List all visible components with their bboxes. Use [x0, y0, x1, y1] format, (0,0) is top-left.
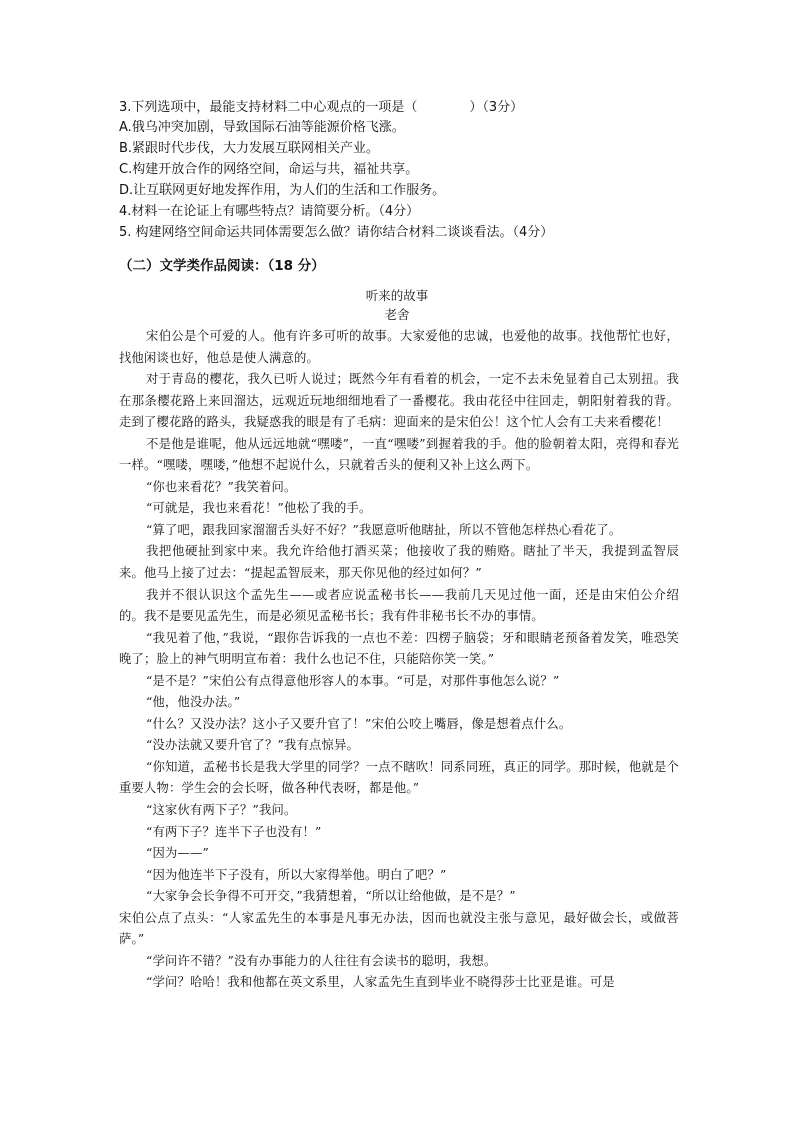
story-paragraph: “我见着了他，”我说，“跟你告诉我的一点也不差：四楞子脑袋；牙和眼睛老预备着发笑，唯恐笑晚了；脸上的神气明明宣布着：我什么也记不住，只能陪你笑一笑。”: [119, 630, 679, 667]
question-4: 4.材料一在论证上有哪些特点？请简要分析。（4分）: [119, 204, 420, 219]
story-paragraph: “你也来看花？”我笑着问。: [146, 479, 297, 494]
question-3-option-d: D.让互联网更好地发挥作用，为人们的生活和工作服务。: [119, 183, 446, 198]
story-title: 听来的故事: [365, 288, 429, 303]
question-5: 5. 构建网络空间命运共同体需要怎么做？请你结合材料二谈谈看法。（4分）: [119, 225, 554, 240]
story-paragraph: “他，他没办法。”: [146, 695, 241, 710]
story-paragraph: 不是他是谁呢，他从远远地就“嘿喽”，一直“嘿喽”到握着我的手。他的脸朝着太阳，亮得和春光一样。“嘿喽，嘿喽，”他想不起说什么，只就着舌头的便利又补上这么两下。: [119, 436, 679, 473]
story-paragraph: “这家伙有两下子？”我问。: [146, 803, 297, 818]
story-paragraph: “因为——”: [146, 846, 210, 861]
story-paragraph: “有两下子？连半下子也没有！”: [146, 824, 322, 839]
story-paragraph: 宋伯公点了点头：“人家孟先生的本事是凡事无办法，因而也就没主张与意见，最好做会长，或做菩萨。”: [119, 910, 679, 947]
story-body: [119, 326, 679, 994]
story-paragraph: 对于青岛的樱花，我久已听人说过；既然今年有看着的机会，一定不去未免显着自己太别扭。我在那条樱花路上来回溜达，远观近玩地细细地看了一番樱花。我由花径中往回走，朝阳射着我的背。走到了樱花路的路头，我疑惑我的眼是有了毛病：迎面来的是宋伯公！这个忙人会有工夫来看樱花！: [119, 372, 679, 430]
story-paragraph: “算了吧，跟我回家溜溜舌头好不好？”我愿意听他瞎扯，所以不管他怎样热心看花了。: [146, 522, 622, 537]
story-author: 老舍: [384, 307, 410, 322]
question-3-option-b: B.紧跟时代步伐，大力发展互联网相关产业。: [119, 141, 380, 156]
section-heading: （二）文学类作品阅读：（18 分）: [119, 258, 325, 274]
story-paragraph: “你知道，孟秘书长是我大学里的同学？一点不瞎吹！同系同班，真正的同学。那时候，他就是个重要人物：学生会的会长呀，做各种代表呀，都是他。”: [119, 759, 679, 796]
question-3-stem: 3.下列选项中，最能支持材料二中心观点的一项是（ ）（3分）: [119, 100, 524, 115]
story-paragraph: “因为他连半下子没有，所以大家得举他。明白了吧？”: [146, 867, 447, 882]
story-paragraph: “什么？又没办法？这小子又要升官了！”宋伯公咬上嘴唇，像是想着点什么。: [146, 716, 572, 731]
story-paragraph: “可就是，我也来看花！”他松了我的手。: [146, 501, 372, 516]
story-paragraph: “学问许不错？”没有办事能力的人往往有会读书的聪明，我想。: [146, 953, 497, 968]
story-paragraph: 我并不很认识这个孟先生——或者应说孟秘书长——我前几天见过他一面，还是由宋伯公介绍的。我不是要见孟先生，而是必须见孟秘书长；我有件非秘书长不办的事情。: [119, 587, 679, 624]
story-paragraph: “大家争会长争得不可开交，”我猜想着，“所以让给他做，是不是？”: [146, 889, 516, 904]
question-3-option-a: A.俄乌冲突加剧，导致国际石油等能源价格飞涨。: [119, 120, 405, 135]
question-3-option-c: C.构建开放合作的网络空间，命运与共，福祉共享。: [119, 162, 419, 177]
story-paragraph: 我把他硬扯到家中来。我允许给他打酒买菜；他接收了我的贿赂。瞎扯了半天，我提到孟智辰来。他马上接了过去：“提起孟智辰来，那天你见他的经过如何？”: [119, 544, 679, 581]
story-paragraph: “学问？哈哈！我和他都在英文系里，人家孟先生直到毕业不晓得莎士比亚是谁。可是: [146, 975, 615, 990]
story-paragraph: “没办法就又要升官了？”我有点惊异。: [146, 738, 359, 753]
story-paragraph: 宋伯公是个可爱的人。他有许多可听的故事。大家爱他的忠诚，也爱他的故事。找他帮忙也好，找他闲谈也好，他总是使人满意的。: [119, 329, 679, 365]
story-paragraph: “是不是？”宋伯公有点得意他形容人的本事。“可是，对那件事他怎么说？”: [146, 673, 560, 688]
